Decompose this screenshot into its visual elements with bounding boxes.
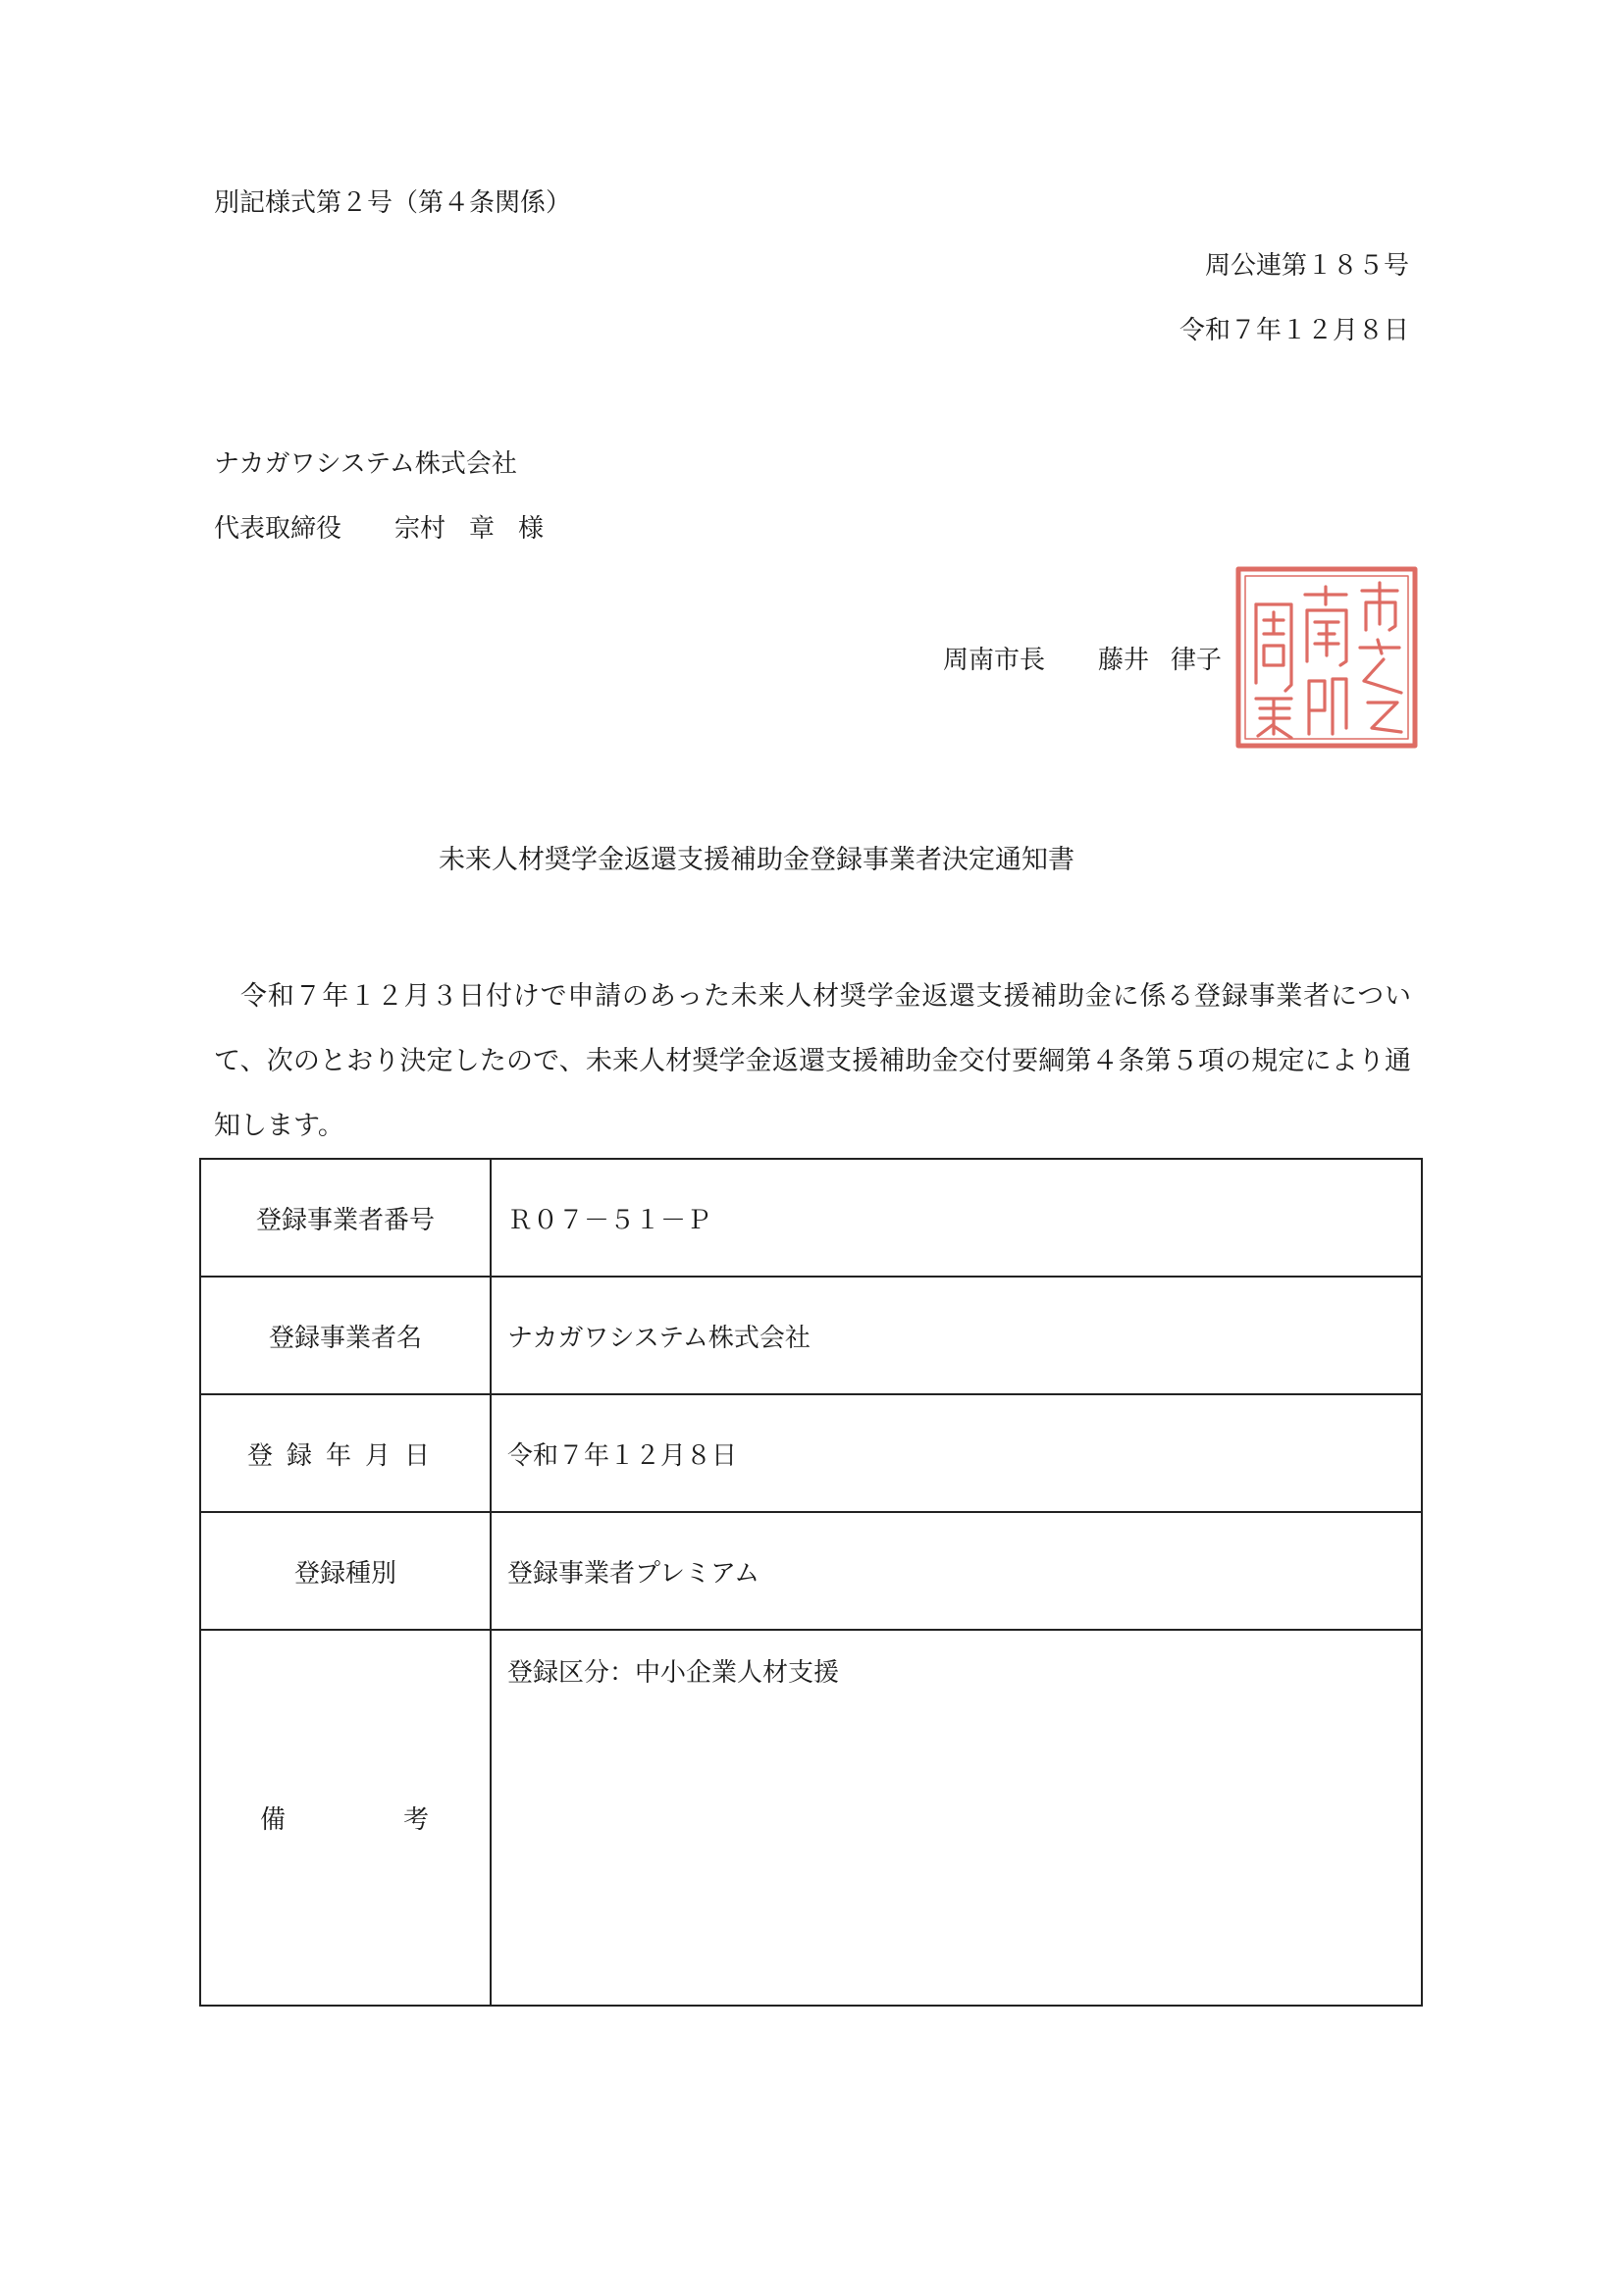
issuer-title: 周南市長 <box>943 646 1046 675</box>
document-title-text: 未来人材奨学金返還支援補助金登録事業者決定通知書 <box>439 845 1074 875</box>
remarks-label-part: 考 <box>402 1805 429 1835</box>
row-value: 令和７年１２月８日 <box>491 1394 1422 1512</box>
row-value: ナカガワシステム株式会社 <box>491 1277 1422 1394</box>
table-row <box>200 1159 1422 1277</box>
issuer-given-name: 律子 <box>1171 646 1223 675</box>
row-value: 登録事業者プレミアム <box>491 1512 1422 1630</box>
form-label: 別記様式第２号（第４条関係） <box>214 188 572 218</box>
registration-info-table <box>199 1158 1423 2007</box>
table-row <box>200 1394 1422 1512</box>
body-text: 令和７年１２月３日付けで申請のあった未来人材奨学金返還支援補助金に係る登録事業者について、次のとおり決定したので、未来人材奨学金返還支援補助金交付要綱第４条第５項の規定により通知します。 <box>214 981 1411 1141</box>
row-value: Ｒ０７－５１－Ｐ <box>491 1159 1422 1277</box>
table-row-remarks <box>200 1630 1422 2006</box>
addressee-company: ナカガワシステム株式会社 <box>214 449 517 479</box>
table-row <box>200 1512 1422 1630</box>
addressee-honorific: 様 <box>518 514 545 544</box>
addressee-given-name: 章 <box>469 514 496 544</box>
addressee-person <box>214 512 544 546</box>
addressee-title: 代表取締役 <box>214 514 342 544</box>
document-number: 周公連第１８５号 <box>1204 251 1409 281</box>
row-label: 登録事業者名 <box>200 1277 491 1394</box>
remarks-value: 登録区分：中小企業人材支援 <box>491 1630 1422 2006</box>
official-seal-icon <box>1234 565 1419 750</box>
remarks-label-part: 備 <box>260 1805 287 1835</box>
document-title <box>0 844 1623 877</box>
addressee-surname: 宗村 <box>394 514 446 544</box>
row-label: 登録年月日 <box>200 1394 491 1512</box>
row-label: 登録種別 <box>200 1512 491 1630</box>
issuer-signature <box>943 644 1222 677</box>
table-row <box>200 1277 1422 1394</box>
remarks-label <box>200 1630 491 2006</box>
issuer-surname: 藤井 <box>1098 646 1150 675</box>
row-label: 登録事業者番号 <box>200 1159 491 1277</box>
document-date: 令和７年１２月８日 <box>1178 316 1409 345</box>
